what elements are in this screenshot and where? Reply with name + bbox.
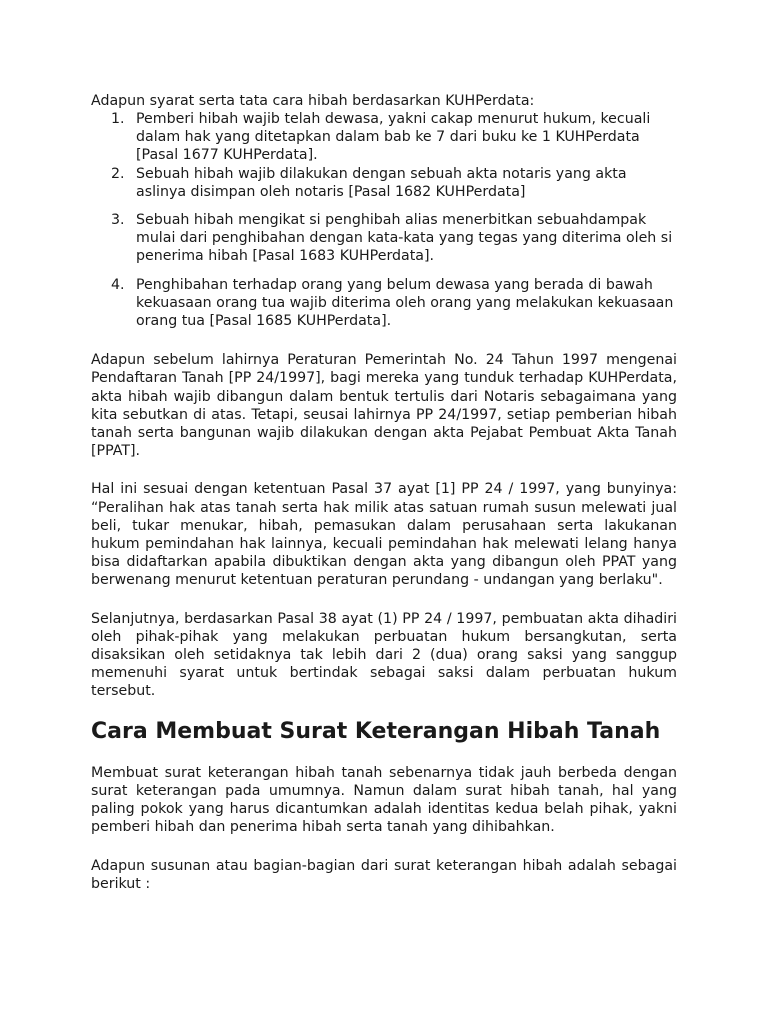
requirements-list: [91, 110, 677, 330]
list-item-number: 1.: [111, 111, 125, 127]
list-item: [91, 211, 677, 266]
list-item-number: 2.: [111, 165, 125, 182]
paragraph-pasal-37: Hal ini sesuai dengan ketentuan Pasal 37 ayat [1] PP 24 / 1997, yang bunyinya: “Peralihan hak atas tanah serta hak milik atas satuan rumah susun melewati jual beli, tukar menukar, hibah, pemasukan dalam perusahaan serta lakukanan hukum pemindahan hak lainnya, kecuali pemindahan hak melewati lelang hanya bisa didaftarkan apabila dibuktikan dengan akta yang dibangun oleh PPAT yang berwenang menurut ketentuan peraturan perundang - undangan yang berlaku".: [91, 481, 677, 589]
paragraph-surat-hibah: Membuat surat keterangan hibah tanah sebenarnya tidak jauh berbeda dengan surat keterangan pada umumnya. Namun dalam surat hibah tanah, hal yang paling pokok yang harus dicantumkan adalah identitas kedua belah pihak, yakni pemberi hibah dan penerima hibah serta tanah yang dihibahkan.: [91, 764, 677, 836]
paragraph-susunan: Adapun susunan atau bagian-bagian dari surat keterangan hibah adalah sebagai berikut :: [91, 857, 677, 892]
list-item-number: 3.: [111, 212, 125, 229]
paragraph-pasal-38: Selanjutnya, berdasarkan Pasal 38 ayat (1) PP 24 / 1997, pembuatan akta dihadiri oleh pihak-pihak yang melakukan perbuatan hukum bersangkutan, serta disaksikan oleh setidaknya tak lebih dari 2 (dua) orang saksi yang sanggup memenuhi syarat untuk bertindak sebagai saksi dalam perbuatan hukum tersebut.: [91, 610, 677, 700]
intro-text: Adapun syarat serta tata cara hibah berdasarkan KUHPerdata:: [91, 93, 535, 109]
list-item-text: Penghibahan terhadap orang yang belum dewasa yang berada di bawah kekuasaan orang tua wajib diterima oleh orang yang melakukan kekuasaan orang tua [Pasal 1685 KUHPerdata].: [136, 276, 674, 330]
list-item: [91, 110, 677, 165]
document-content: [91, 92, 677, 893]
paragraph-pp-history: Adapun sebelum lahirnya Peraturan Pemerintah No. 24 Tahun 1997 mengenai Pendaftaran Tanah [PP 24/1997], bagi mereka yang tunduk terhadap KUHPerdata, akta hibah wajib dibangun dalam bentuk tertulis dari Notaris sebagaimana yang kita sebutkan di atas. Tetapi, seusai lahirnya PP 24/1997, setiap pemberian hibah tanah serta bangunan wajib dilakukan dengan akta Pejabat Pembuat Akta Tanah [PPAT].: [91, 352, 677, 460]
list-item: [91, 165, 677, 201]
list-item: [91, 276, 677, 331]
list-item-number: 4.: [111, 276, 125, 293]
list-item-text: Pemberi hibah wajib telah dewasa, yakni cakap menurut hukum, kecuali dalam hak yang ditetapkan dalam bab ke 7 dari buku ke 1 KUHPerdata [Pasal 1677 KUHPerdata].: [136, 111, 651, 164]
section-heading: Cara Membuat Surat Keterangan Hibah Tanah: [91, 718, 661, 744]
list-item-text: Sebuah hibah wajib dilakukan dengan sebuah akta notaris yang akta aslinya disimpan oleh notaris [Pasal 1682 KUHPerdata]: [136, 165, 627, 200]
list-item-text: Sebuah hibah mengikat si penghibah alias menerbitkan sebuahdampak mulai dari penghibahan dengan kata-kata yang tegas yang diterima oleh si penerima hibah [Pasal 1683 KUHPerdata].: [136, 212, 673, 265]
